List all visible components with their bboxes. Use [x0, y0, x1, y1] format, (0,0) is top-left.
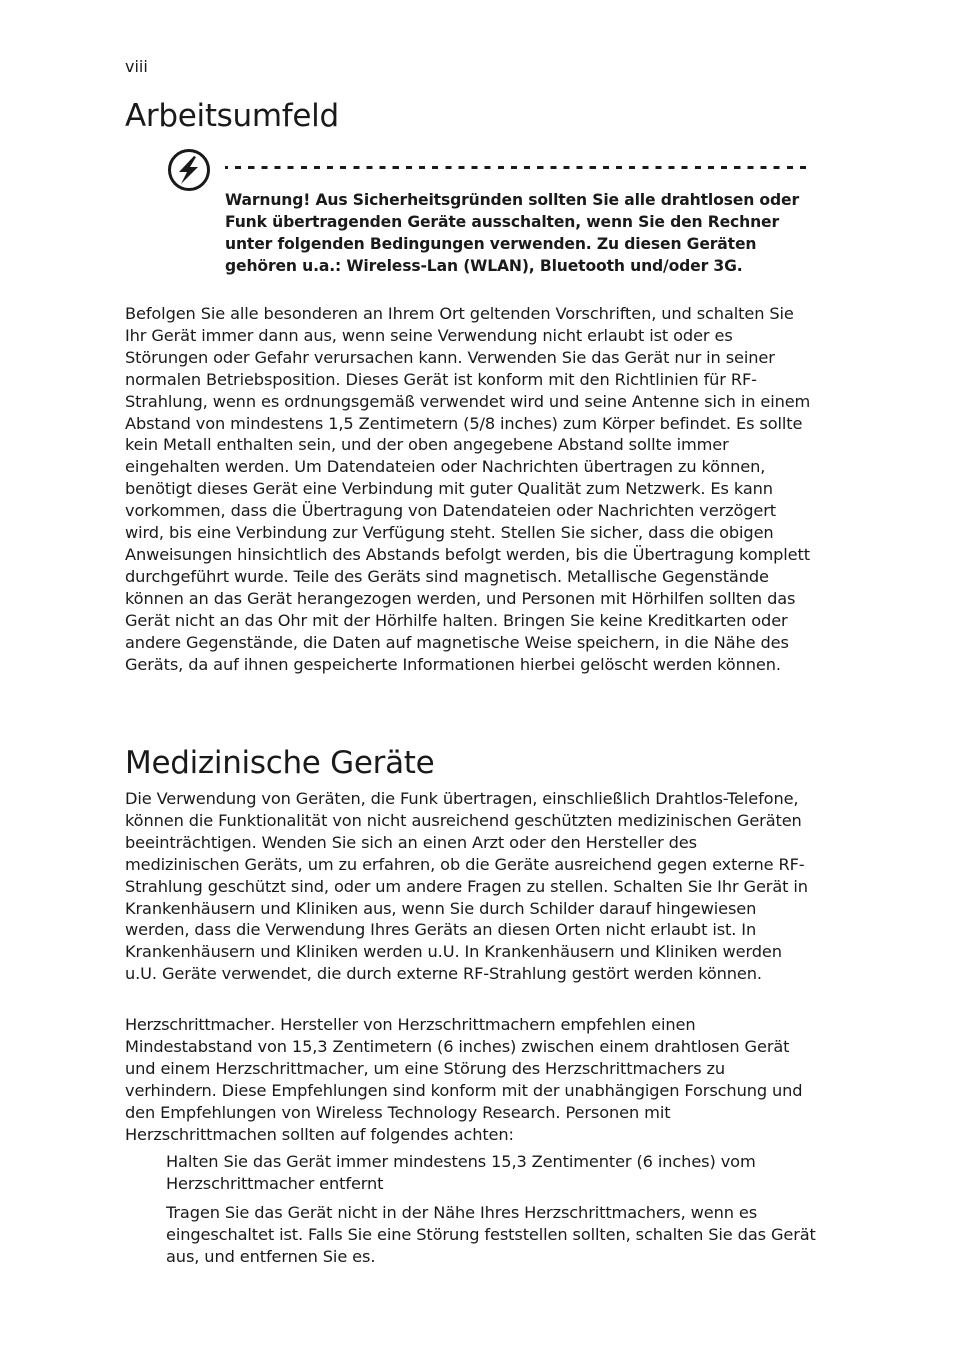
list-item: Tragen Sie das Gerät nicht in der Nähe Ihres Herzschrittmachers, wenn es eingeschaltet ist. Falls Sie eine Störung feststellen sollten, schalten Sie das Gerät aus, und entfernen Sie es. [166, 1203, 816, 1266]
lightning-warning-icon [167, 148, 211, 192]
list-item: Halten Sie das Gerät immer mindestens 15,3 Zentimenter (6 inches) vom Herzschrittmacher entfernt [166, 1152, 756, 1193]
warning-text: Warnung! Aus Sicherheitsgründen sollten Sie alle drahtlosen oder Funk übertragenden Geräte ausschalten, wenn Sie den Rechner unter folgenden Bedingungen verwenden. Zu diesen Geräten gehören u.a.: Wireless-Lan (WLAN), Bluetooth und/oder 3G. [225, 191, 799, 275]
warning-divider [225, 166, 810, 169]
pacemaker-term: Herzschrittmacher [125, 1015, 271, 1034]
body-paragraph-pacemaker [125, 1014, 815, 1145]
section-heading-arbeitsumfeld: Arbeitsumfeld [125, 98, 339, 134]
body-paragraph-environment: Befolgen Sie alle besonderen an Ihrem Ort geltenden Vorschriften, und schalten Sie Ihr Gerät immer dann aus, wenn seine Verwendung nicht erlaubt ist oder es Störungen oder Gefahr verursachen kann. Verwenden Sie das Gerät nur in seiner normalen Betriebsposition. Dieses Gerät ist konform mit den Richtlinien für RF-Strahlung, wenn es ordnungsgemäß verwendet wird und seine Antenne sich in einem Abstand von mindestens 1,5 Zentimetern (5/8 inches) zum Körper befindet. Es sollte kein Metall enthalten sein, und der oben angegebene Abstand sollte immer eingehalten werden. Um Datendateien oder Nachrichten übertragen zu können, benötigt dieses Gerät eine Verbindung mit guter Qualität zum Netzwerk. Es kann vorkommen, dass die Übertragung von Datendateien oder Nachrichten verzögert wird, bis eine Verbindung zur Verfügung steht. Stellen Sie sicher, dass die obigen Anweisungen hinsichtlich des Abstands befolgt werden, bis die Übertragung komplett durchgeführt wurde. Teile des Geräts sind magnetisch. Metallische Gegenstände können an das Gerät herangezogen werden, und Personen mit Hörhilfen sollten das Gerät nicht an das Ohr mit der Hörhilfe halten. Bringen Sie keine Kreditkarten oder andere Gegenstände, die Daten auf magnetische Weise speichern, in die Nähe des Geräts, da auf ihnen gespeicherte Informationen hierbei gelöscht werden können. [125, 304, 811, 674]
section-heading-medical-devices: Medizinische Geräte [125, 745, 435, 781]
body-paragraph-medical: Die Verwendung von Geräten, die Funk übertragen, einschließlich Drahtlos-Telefone, können die Funktionalität von nicht ausreichend geschützten medizinischen Geräten beeinträchtigen. Wenden Sie sich an einen Arzt oder den Hersteller des medizinischen Geräts, um zu erfahren, ob die Geräte ausreichend gegen externe RF-Strahlung geschützt sind, oder um andere Fragen zu stellen. Schalten Sie Ihr Gerät in Krankenhäusern und Kliniken aus, wenn Sie durch Schilder darauf hingewiesen werden, dass die Verwendung Ihres Geräts an diesen Orten nicht erlaubt ist. In Krankenhäusern und Kliniken werden u.U. In Krankenhäusern und Kliniken werden u.U. Geräte verwendet, die durch externe RF-Strahlung gestört werden können. [125, 789, 808, 984]
page-number: viii [125, 57, 148, 76]
pacemaker-text: . Hersteller von Herzschrittmachern empfehlen einen Mindestabstand von 15,3 Zentimetern (6 inches) zwischen einem drahtlosen Gerät und einem Herzschrittmacher, um eine Störung des Herzschrittmachers zu verhindern. Diese Empfehlungen sind konform mit der unabhängigen Forschung und den Empfehlungen von Wireless Technology Research. Personen mit Herzschrittmachen sollten auf folgendes achten: [125, 1015, 803, 1144]
